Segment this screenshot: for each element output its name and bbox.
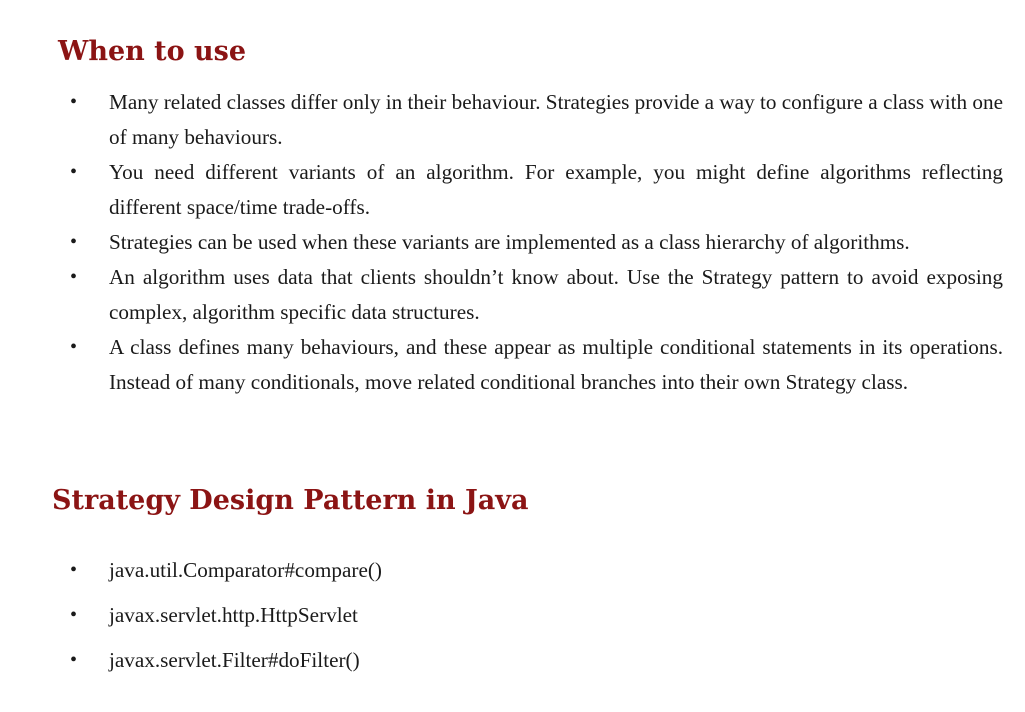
list-item-text: An algorithm uses data that clients shouldn’t know about. Use the Strategy pattern to avoid exposing complex, algorithm specific data structures. bbox=[109, 265, 1003, 324]
list-item bbox=[0, 643, 1025, 678]
list-item-text: Many related classes differ only in their behaviour. Strategies provide a way to configure a class with one of many behaviours. bbox=[109, 90, 1003, 149]
bullet-icon: • bbox=[70, 336, 78, 358]
bullet-icon: • bbox=[70, 91, 78, 113]
list-item bbox=[0, 225, 1025, 260]
bullet-icon: • bbox=[70, 231, 78, 253]
when-to-use-list bbox=[0, 85, 1025, 400]
list-item-text: Strategies can be used when these variants are implemented as a class hierarchy of algorithms. bbox=[109, 230, 910, 254]
bullet-icon: • bbox=[70, 559, 78, 581]
list-item-text: You need different variants of an algorithm. For example, you might define algorithms reflecting different space/time trade-offs. bbox=[109, 160, 1003, 219]
section-heading-java-examples: Strategy Design Pattern in Java bbox=[52, 485, 529, 516]
section-heading-when-to-use: When to use bbox=[58, 36, 247, 67]
java-examples-list bbox=[0, 553, 1025, 688]
list-item bbox=[0, 85, 1025, 155]
list-item-text: javax.servlet.Filter#doFilter() bbox=[109, 648, 360, 672]
list-item-text: java.util.Comparator#compare() bbox=[109, 558, 382, 582]
list-item bbox=[0, 598, 1025, 633]
list-item bbox=[0, 260, 1025, 330]
list-item-text: javax.servlet.http.HttpServlet bbox=[109, 603, 358, 627]
bullet-icon: • bbox=[70, 161, 78, 183]
bullet-icon: • bbox=[70, 649, 78, 671]
list-item bbox=[0, 330, 1025, 400]
list-item bbox=[0, 155, 1025, 225]
list-item bbox=[0, 553, 1025, 588]
list-item-text: A class defines many behaviours, and these appear as multiple conditional statements in its operations. Instead of many conditionals, move related conditional branches into their own Strategy class. bbox=[109, 335, 1003, 394]
bullet-icon: • bbox=[70, 604, 78, 626]
bullet-icon: • bbox=[70, 266, 78, 288]
